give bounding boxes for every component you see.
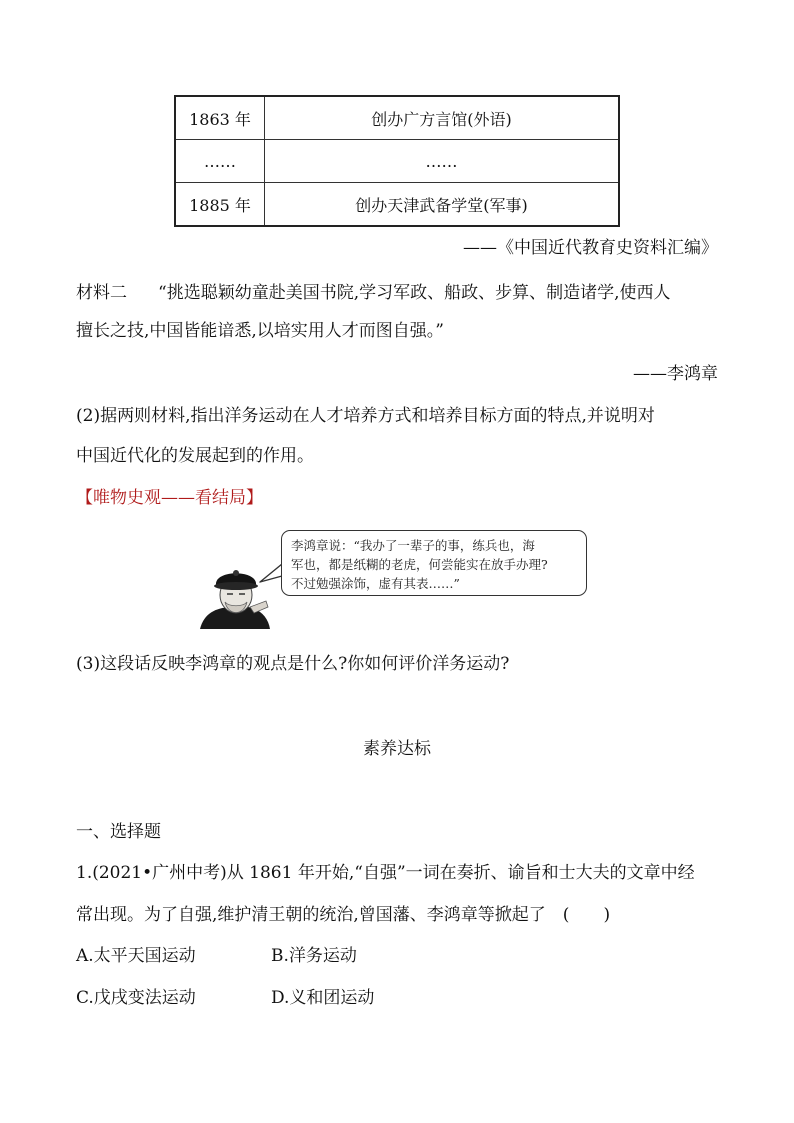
table-year-cell: …… bbox=[175, 140, 265, 183]
option-c[interactable]: C.戊戌变法运动 bbox=[76, 988, 196, 1008]
table-row bbox=[175, 183, 619, 227]
q1-line1: 1.(2021•广州中考)从 1861 年开始,“自强”一词在奏折、谕旨和士大夫的文章中经 bbox=[76, 863, 695, 883]
option-b[interactable]: B.洋务运动 bbox=[271, 946, 357, 966]
question2-line2: 中国近代化的发展起到的作用。 bbox=[76, 446, 314, 466]
option-d[interactable]: D.义和团运动 bbox=[271, 988, 375, 1008]
part-title: 一、选择题 bbox=[76, 822, 161, 842]
section-title: 【唯物史观——看结局】 bbox=[76, 488, 263, 508]
speech-line3: 不过勉强涂饰，虚有其表……” bbox=[291, 576, 460, 591]
table-row bbox=[175, 96, 619, 140]
table-year-cell: 1863 年 bbox=[175, 96, 265, 140]
material2-label: 材料二 bbox=[76, 283, 127, 303]
table-row bbox=[175, 140, 619, 183]
speech-line2: 军也，都是纸糊的老虎，何尝能实在放手办理? bbox=[291, 557, 548, 572]
li-hongzhang-portrait-icon bbox=[200, 567, 272, 629]
option-a[interactable]: A.太平天国运动 bbox=[76, 946, 196, 966]
speech-bubble bbox=[281, 530, 587, 596]
material2-line1 bbox=[76, 281, 671, 305]
table-source: ——《中国近代教育史资料汇编》 bbox=[463, 238, 718, 258]
heading-suyang: 素养达标 bbox=[363, 739, 431, 759]
material2-line2: 擅长之技,中国皆能谙悉,以培实用人才而图自强。” bbox=[76, 321, 444, 341]
education-table bbox=[174, 95, 620, 227]
q1-line2: 常出现。为了自强,维护清王朝的统治,曾国藩、李鸿章等掀起了 ( ) bbox=[76, 905, 611, 925]
speech-line1: 李鸿章说：“我办了一辈子的事，练兵也，海 bbox=[291, 538, 535, 553]
material2-quote-start: “挑选聪颖幼童赴美国书院,学习军政、船政、步算、制造诸学,使西人 bbox=[158, 283, 671, 303]
table-year-cell: 1885 年 bbox=[175, 183, 265, 227]
question2-line1: (2)据两则材料,指出洋务运动在人才培养方式和培养目标方面的特点,并说明对 bbox=[76, 406, 655, 426]
table-event-cell: …… bbox=[265, 140, 620, 183]
table-event-cell: 创办天津武备学堂(军事) bbox=[265, 183, 620, 227]
question3: (3)这段话反映李鸿章的观点是什么?你如何评价洋务运动? bbox=[76, 654, 510, 674]
table-event-cell: 创办广方言馆(外语) bbox=[265, 96, 620, 140]
material2-source: ——李鸿章 bbox=[633, 364, 718, 384]
